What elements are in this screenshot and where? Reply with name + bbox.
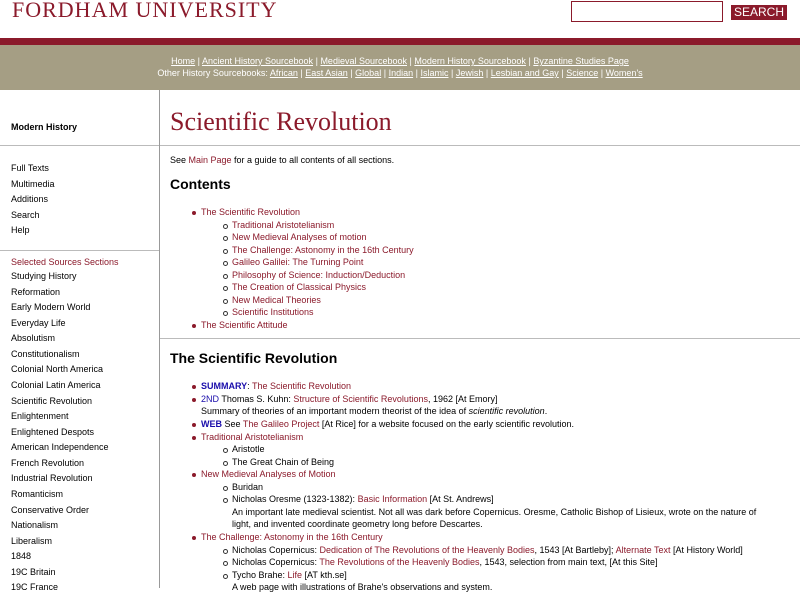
bullet	[192, 211, 196, 215]
sidebar-item-reformation[interactable]: Reformation	[11, 287, 61, 297]
web-line	[201, 419, 574, 429]
contents-link-medical[interactable]: New Medical Theories	[232, 295, 321, 305]
sidebar-item-enlightened-despots[interactable]: Enlightened Despots	[11, 427, 95, 437]
page-title: Scientific Revolution	[170, 107, 392, 136]
bullet-circle	[223, 498, 228, 503]
intro-text	[170, 155, 394, 165]
nav-link-indian[interactable]: Indian	[388, 68, 414, 78]
sidebar-selected-title: Selected Sources Sections	[11, 257, 119, 267]
copernicus-dedication-link[interactable]: Dedication of The Revolutions of the Heavenly Bodies	[319, 545, 535, 555]
tycho-description: A web page with illustrations of Brahe's observations and system.	[232, 582, 493, 592]
sidebar-item-enlightenment[interactable]: Enlightenment	[11, 411, 69, 421]
sidebar-section-title[interactable]: Modern History	[11, 122, 78, 132]
kuhn-desc-em: scientific revolution	[468, 406, 545, 416]
contents-link-institutions[interactable]: Scientific Institutions	[232, 307, 314, 317]
second-label: 2ND	[201, 394, 220, 404]
sidebar-item-everyday-life[interactable]: Everyday Life	[11, 318, 66, 328]
nav-link-modern[interactable]: Modern History Sourcebook	[414, 56, 526, 66]
nav-row-other	[0, 68, 800, 78]
nav-other-label: Other History Sourcebooks:	[157, 68, 268, 78]
galileo-project-link[interactable]: The Galileo Project	[242, 419, 320, 429]
sidebar-item-1848[interactable]: 1848	[11, 551, 32, 561]
kuhn-desc-pre: Summary of theories of an important modern theorist of the idea of	[201, 406, 469, 416]
nav-separator: |	[197, 56, 200, 66]
bullet-circle	[223, 236, 228, 241]
main-page-link[interactable]: Main Page	[188, 155, 232, 165]
cop1-pre: Nicholas Copernicus:	[232, 545, 320, 555]
sourcebook-nav	[0, 45, 800, 90]
sidebar-item-19c-france[interactable]: 19C France	[11, 582, 59, 592]
sidebar-item-additions[interactable]: Additions	[11, 194, 49, 204]
bullet	[192, 385, 196, 389]
contents-link-aristotelianism[interactable]: Traditional Aristotelianism	[232, 220, 335, 230]
nav-link-science[interactable]: Science	[566, 68, 599, 78]
cop2-pre: Nicholas Copernicus:	[232, 557, 320, 567]
cop1-post: [At History World]	[670, 545, 743, 555]
sidebar-item-industrial-revolution[interactable]: Industrial Revolution	[11, 473, 93, 483]
cop1-mid: , 1543 [At Bartleby];	[534, 545, 616, 555]
contents-link-classical-physics[interactable]: The Creation of Classical Physics	[232, 282, 367, 292]
contents-link-scientific-revolution[interactable]: The Scientific Revolution	[201, 207, 301, 217]
bullet	[192, 473, 196, 477]
bullet-circle	[223, 249, 228, 254]
bullet	[192, 536, 196, 540]
bullet-circle	[223, 549, 228, 554]
bullet-circle	[223, 574, 228, 579]
intro-post: for a guide to all contents of all sections.	[231, 155, 395, 165]
sidebar-item-early-modern[interactable]: Early Modern World	[11, 302, 91, 312]
bullet-circle	[223, 224, 228, 229]
contents-link-scientific-attitude[interactable]: The Scientific Attitude	[201, 320, 288, 330]
nav-link-home[interactable]: Home	[171, 56, 196, 66]
summary-line	[201, 381, 351, 391]
summary-label: SUMMARY	[201, 381, 248, 391]
nav-link-global[interactable]: Global	[355, 68, 382, 78]
nav-separator: |	[315, 56, 318, 66]
sidebar-item-colonial-latin-america[interactable]: Colonial Latin America	[11, 380, 101, 390]
search-input[interactable]	[571, 1, 723, 22]
nav-link-medieval[interactable]: Medieval Sourcebook	[320, 56, 407, 66]
sidebar-item-nationalism[interactable]: Nationalism	[11, 520, 59, 530]
contents-heading: Contents	[170, 176, 231, 192]
kuhn-pre: Thomas S. Kuhn:	[219, 394, 294, 404]
sidebar-item-multimedia[interactable]: Multimedia	[11, 179, 55, 189]
nav-link-east-asian[interactable]: East Asian	[305, 68, 348, 78]
intro-pre: See	[170, 155, 189, 165]
astronomy-challenge-link[interactable]: The Challenge: Astonomy in the 16th Century	[201, 532, 383, 542]
nav-separator: |	[451, 68, 454, 78]
title-divider	[160, 145, 800, 146]
nav-separator: |	[415, 68, 418, 78]
sidebar-item-american-independence[interactable]: American Independence	[11, 442, 109, 452]
sidebar-item-19c-britain[interactable]: 19C Britain	[11, 567, 56, 577]
nav-row-main	[0, 56, 800, 66]
sidebar-item-absolutism[interactable]: Absolutism	[11, 333, 56, 343]
oresme-description-1: An important late medieval scientist. Not all was dark before Copernicus. Oresme, Catholic Bishop of Lisieux, wrote on the nature of	[232, 507, 757, 517]
nav-separator: |	[383, 68, 387, 78]
university-logo[interactable]: FORDHAM UNIVERSITY	[12, 0, 278, 22]
tycho-line	[232, 570, 347, 580]
sidebar-item-romanticism[interactable]: Romanticism	[11, 489, 64, 499]
nav-link-african[interactable]: African	[269, 68, 298, 78]
kuhn-post: , 1962 [At Emory]	[427, 394, 498, 404]
contents-link-galileo[interactable]: Galileo Galilei: The Turning Point	[232, 257, 364, 267]
contents-link-medieval-motion[interactable]: New Medieval Analyses of motion	[232, 232, 367, 242]
bullet-circle	[223, 274, 228, 279]
great-chain-item: The Great Chain of Being	[232, 457, 335, 467]
nav-separator: |	[409, 56, 412, 66]
sidebar-item-constitutionalism[interactable]: Constitutionalism	[11, 349, 80, 359]
cop2-post: , 1543, selection from main text, [At this Site]	[479, 557, 658, 567]
nav-separator: |	[300, 68, 303, 78]
nav-link-byzantine[interactable]: Byzantine Studies Page	[533, 56, 629, 66]
site-header	[0, 0, 800, 38]
bullet-circle	[223, 448, 228, 453]
sidebar-item-studying-history[interactable]: Studying History	[11, 271, 77, 281]
nav-link-ancient[interactable]: Ancient History Sourcebook	[202, 56, 314, 66]
sidebar-item-conservative-order[interactable]: Conservative Order	[11, 505, 90, 515]
sidebar-divider	[0, 145, 159, 146]
section-divider	[160, 338, 800, 339]
sidebar	[0, 90, 160, 592]
nav-link-lgbt[interactable]: Lesbian and Gay	[490, 68, 559, 78]
kuhn-description	[201, 406, 547, 416]
bullet	[192, 423, 196, 427]
copernicus-revolutions-link[interactable]: The Revolutions of the Heavenly Bodies	[319, 557, 480, 567]
bullet	[192, 436, 196, 440]
nav-link-islamic[interactable]: Islamic	[420, 68, 449, 78]
bullet	[192, 398, 196, 402]
sidebar-item-liberalism[interactable]: Liberalism	[11, 536, 53, 546]
oresme-pre: Nicholas Oresme (1323-1382):	[232, 494, 358, 504]
oresme-description-2: light, and invented coordinate geometry long before Descartes.	[232, 519, 483, 529]
kuhn-desc-post: .	[544, 406, 548, 416]
colon-sep: :	[247, 381, 253, 391]
bullet-circle	[223, 461, 228, 466]
bullet-circle	[223, 261, 228, 266]
bullet-circle	[223, 299, 228, 304]
search-button[interactable]: SEARCH	[731, 5, 787, 20]
oresme-line	[232, 494, 494, 504]
sidebar-item-colonial-north-america[interactable]: Colonial North America	[11, 364, 104, 374]
buridan-item: Buridan	[232, 482, 264, 492]
summary-link[interactable]: The Scientific Revolution	[252, 381, 352, 391]
oresme-post: [At St. Andrews]	[427, 494, 494, 504]
web-pre: See	[222, 419, 243, 429]
sidebar-divider	[0, 250, 159, 251]
nav-separator: |	[350, 68, 353, 78]
web-label: WEB	[201, 419, 222, 429]
sidebar-item-search[interactable]: Search	[11, 210, 40, 220]
oresme-link[interactable]: Basic Information	[357, 494, 428, 504]
kuhn-link[interactable]: Structure of Scientific Revolutions	[293, 394, 428, 404]
nav-separator: |	[485, 68, 489, 78]
nav-link-jewish[interactable]: Jewish	[455, 68, 484, 78]
sidebar-item-scientific-revolution[interactable]: Scientific Revolution	[11, 396, 93, 406]
copernicus-line-1	[232, 545, 743, 555]
sidebar-item-help[interactable]: Help	[11, 225, 30, 235]
nav-separator: |	[561, 68, 564, 78]
section-heading: The Scientific Revolution	[170, 350, 338, 366]
bullet-circle	[223, 311, 228, 316]
nav-link-womens[interactable]: Women's	[605, 68, 643, 78]
alternate-text-link[interactable]: Alternate Text	[615, 545, 671, 555]
tycho-pre: Tycho Brahe:	[232, 570, 288, 580]
nav-separator: |	[600, 68, 604, 78]
bullet-circle	[223, 486, 228, 491]
nav-separator: |	[528, 56, 531, 66]
medieval-motion-link[interactable]: New Medieval Analyses of Motion	[201, 469, 336, 479]
bullet-circle	[223, 286, 228, 291]
header-divider	[0, 38, 800, 45]
web-post: [At Rice] for a website focused on the early scientific revolution.	[319, 419, 575, 429]
tycho-post: [AT kth.se]	[302, 570, 347, 580]
sidebar-item-full-texts[interactable]: Full Texts	[11, 163, 49, 173]
aristotle-item: Aristotle	[232, 444, 265, 454]
kuhn-line	[201, 394, 497, 404]
bullet	[192, 324, 196, 328]
contents-link-philosophy[interactable]: Philosophy of Science: Induction/Deduction	[232, 270, 406, 280]
trad-aristotelianism-link[interactable]: Traditional Aristotelianism	[201, 432, 304, 442]
tycho-life-link[interactable]: Life	[287, 570, 303, 580]
bullet-circle	[223, 561, 228, 566]
contents-link-astronomy[interactable]: The Challenge: Astonomy in the 16th Century	[232, 245, 414, 255]
copernicus-line-2	[232, 557, 658, 567]
sidebar-item-french-revolution[interactable]: French Revolution	[11, 458, 85, 468]
